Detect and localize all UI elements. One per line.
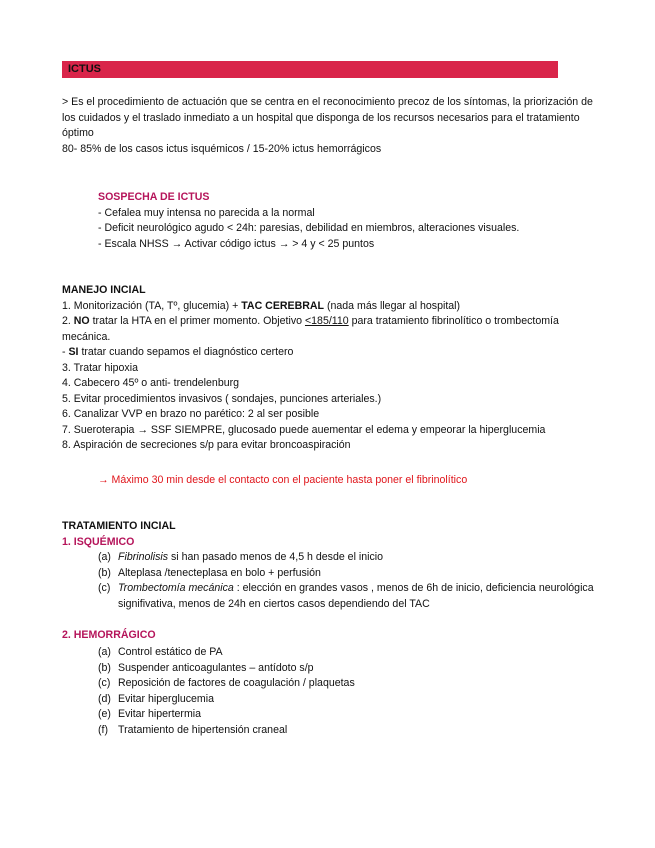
- list-item: [98, 550, 595, 566]
- manejo-item-2: [62, 314, 595, 345]
- list-item: [98, 645, 595, 661]
- list-item: [98, 661, 595, 677]
- list-label: (a): [98, 551, 111, 563]
- list-label: (a): [98, 646, 111, 658]
- list-label: (f): [98, 723, 108, 736]
- max-time-note: → Máximo 30 min desde el contacto con el paciente hasta poner el fibrinolítico: [98, 474, 468, 486]
- manejo-item-si: [62, 345, 595, 361]
- manejo-si-dash: -: [62, 346, 69, 358]
- si-text: SI: [68, 346, 79, 358]
- list-text: Evitar hiperglucemia: [118, 692, 214, 705]
- list-item: [98, 566, 595, 582]
- sospecha-section: [98, 190, 595, 252]
- tac-cerebral-text: TAC CEREBRAL: [241, 299, 325, 312]
- manejo-heading: MANEJO INCIAL: [62, 284, 146, 296]
- isquemico-list: [98, 550, 595, 612]
- manejo-item-1-note: (nada más llegar al hospital): [324, 299, 461, 312]
- manejo-si-rest: tratar cuando sepamos el diagnóstico certero: [78, 346, 294, 358]
- intro-section: [62, 95, 595, 157]
- tratamiento-heading: TRATAMIENTO INCIAL: [62, 520, 176, 532]
- sospecha-item: - Deficit neurológico agudo < 24h: paresias, debilidad en miembros, alteraciones visuales.: [98, 222, 520, 234]
- list-item: [98, 676, 595, 692]
- sospecha-item: - Cefalea muy intensa no parecida a la normal: [98, 206, 315, 219]
- hemorragico-heading: 2. HEMORRÁGICO: [62, 629, 156, 641]
- list-text: Evitar hipertermia: [118, 708, 202, 720]
- sospecha-item: - Escala NHSS → Activar código ictus → > 4 y < 25 puntos: [98, 237, 375, 250]
- list-text: Alteplasa /tenecteplasa en bolo + perfusión: [118, 566, 321, 579]
- list-item: [98, 707, 595, 723]
- manejo-item-1-text: 1. Monitorización (TA, Tº, glucemia) +: [62, 299, 242, 312]
- manejo-item-2-rest: para tratamiento fibrinolítico o trombectomía mecánica.: [62, 315, 559, 343]
- list-text: Control estático de PA: [118, 646, 223, 658]
- list-text: si han pasado menos de 4,5 h desde el inicio: [168, 551, 384, 563]
- manejo-item: 3. Tratar hipoxia: [62, 361, 138, 374]
- manejo-item: 6. Canalizar VVP en brazo no parético: 2 al ser posible: [62, 408, 320, 420]
- list-label: (e): [98, 708, 111, 720]
- title-banner: [62, 61, 558, 78]
- list-text: Suspender anticoagulantes – antídoto s/p: [118, 661, 314, 674]
- list-text: Tratamiento de hipertensión craneal: [118, 723, 288, 736]
- manejo-item: 8. Aspiración de secreciones s/p para evitar broncoaspiración: [62, 439, 351, 451]
- list-label: (d): [98, 692, 111, 705]
- manejo-item: 5. Evitar procedimientos invasivos ( sondajes, punciones arteriales.): [62, 392, 382, 405]
- list-text: : elección en grandes vasos , menos de 6h de inicio, deficiencia neurológica signifivativa, menos de 24h en ciertos casos dependiendo del TAC: [118, 582, 594, 610]
- list-label: (b): [98, 661, 111, 674]
- list-label: (c): [98, 677, 111, 689]
- manejo-item-2-num: 2.: [62, 315, 74, 327]
- manejo-section: [62, 283, 595, 454]
- fibrinolisis-text: Fibrinolisis: [118, 551, 169, 563]
- page-title: ICTUS: [68, 63, 101, 75]
- manejo-item-2-text: tratar la HTA en el primer momento. Objetivo: [89, 315, 305, 327]
- sospecha-heading: SOSPECHA DE ICTUS: [98, 191, 210, 203]
- intro-stats: 80- 85% de los casos ictus isquémicos / 15-20% ictus hemorrágicos: [62, 142, 382, 155]
- no-text: NO: [73, 315, 90, 327]
- isquemico-heading: 1. ISQUÉMICO: [62, 535, 135, 548]
- list-item: [98, 581, 595, 612]
- list-item: [98, 692, 595, 708]
- manejo-item: 4. Cabecero 45º o anti- trendelenburg: [62, 377, 240, 389]
- manejo-item: 7. Sueroterapia → SSF SIEMPRE, glucosado puede auementar el edema y empeorar la hiperglucemia: [62, 423, 546, 436]
- tratamiento-section: [62, 519, 595, 550]
- manejo-item-1: [62, 299, 595, 315]
- hemorragico-list: [98, 645, 595, 738]
- intro-paragraph: > Es el procedimiento de actuación que se centra en el reconocimiento precoz de los síntomas, la priorización de los cuidados y el traslado inmediato a un hospital que disponga de los recursos necesarios para el tratamiento óptimo: [62, 96, 593, 139]
- target-bp-text: <185/110: [304, 315, 349, 327]
- trombectomia-text: Trombectomía mecánica: [118, 582, 234, 594]
- list-label: (c): [98, 582, 111, 594]
- list-label: (b): [98, 566, 111, 579]
- list-item: [98, 723, 595, 739]
- list-text: Reposición de factores de coagulación / plaquetas: [118, 677, 355, 689]
